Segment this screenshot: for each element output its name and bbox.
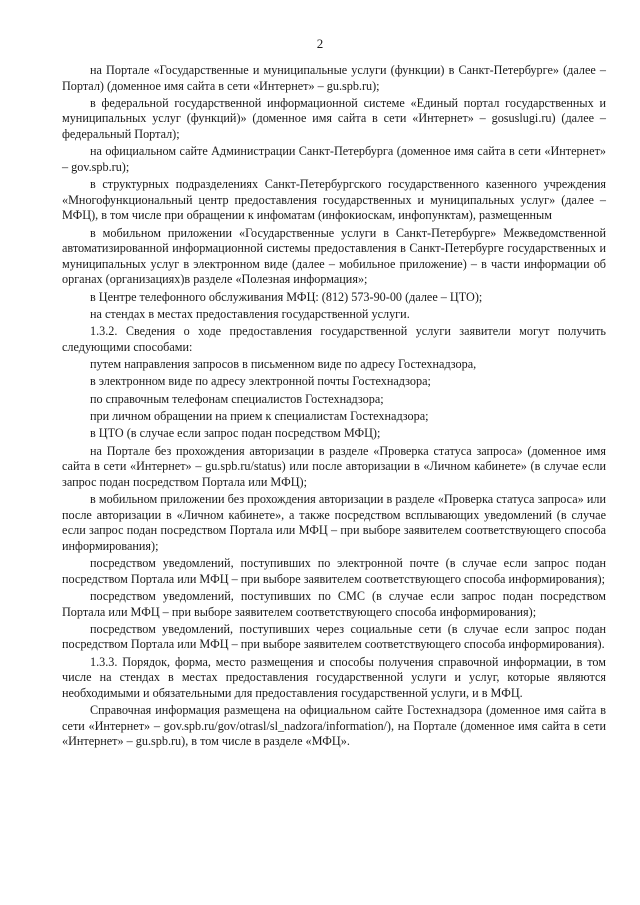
paragraph: на официальном сайте Администрации Санкт-Петербурга (доменное имя сайта в сети «Интернет» – gov.spb.ru); [62, 144, 606, 174]
paragraph: 1.3.3. Порядок, форма, место размещения и способы получения справочной информации, в том числе на стендах в местах предоставления государственной услуги и услуг, которые являются необходимыми и обязательными для предоставления государственной услуги, и в МФЦ. [62, 654, 606, 700]
paragraph: в структурных подразделениях Санкт-Петербургского государственного казенного учреждения «Многофункциональный центр предоставления государственных и муниципальных услуг» (далее – МФЦ), в том числе при обращении к инфоматам (инфокиоскам, инфопунктам), размещенным [62, 177, 606, 223]
paragraph: посредством уведомлений, поступивших через социальные сети (в случае если запрос подан посредством Портала или МФЦ – при выборе заявителем соответствующего способа информирования). [62, 621, 606, 652]
paragraph: Справочная информация размещена на официальном сайте Гостехнадзора (доменное имя сайта в сети «Интернет» – gov.spb.ru/gov/otrasl/sl_nadzora/information/), на Портале (доменное имя сайта в сети «Интернет» – gu.spb.ru), в том числе в разделе «МФЦ». [62, 703, 606, 749]
paragraph: на Портале без прохождения авторизации в разделе «Проверка статуса запроса» (доменное имя сайта в сети «Интернет» – gu.spb.ru/status) или после авторизации в «Личном кабинете» (в случае если запрос подан посредством Портала или МФЦ); [62, 443, 606, 489]
paragraph: путем направления запросов в письменном виде по адресу Гостехнадзора, [90, 357, 477, 372]
paragraph: в мобильном приложении «Государственные услуги в Санкт-Петербурге» Межведомственной автоматизированной информационной системы предоставления в Санкт-Петербурге государственных и муниципальных услуг в электронном виде (далее – мобильное приложение) – в части информации об органах (организациях)в разделе «Полезная информация»; [62, 225, 606, 287]
paragraph: посредством уведомлений, поступивших по СМС (в случае если запрос подан посредством Портала или МФЦ – при выборе заявителем соответствующего способа информирования); [62, 589, 606, 619]
paragraph: посредством уведомлений, поступивших по электронной почте (в случае если запрос подан посредством Портала или МФЦ – при выборе заявителем соответствующего способа информирования); [62, 556, 606, 586]
paragraph: 1.3.2. Сведения о ходе предоставления государственной услуги заявители могут получить следующими способами: [62, 324, 606, 354]
paragraph: на Портале «Государственные и муниципальные услуги (функции) в Санкт-Петербурге» (далее – Портал) (доменное имя сайта в сети «Интернет» – gu.spb.ru); [62, 63, 606, 93]
paragraph: в федеральной государственной информационной системе «Единый портал государственных и муниципальных услуг (функций)» (доменное имя сайта в сети «Интернет» – gosuslugi.ru) (далее – федеральный Портал); [62, 95, 606, 142]
paragraph: в электронном виде по адресу электронной почты Гостехнадзора; [90, 374, 431, 389]
paragraph: на стендах в местах предоставления государственной услуги. [90, 307, 410, 322]
paragraph: при личном обращении на прием к специалистам Гостехнадзора; [90, 409, 429, 424]
document-body [62, 63, 606, 752]
paragraph: по справочным телефонам специалистов Гостехнадзора; [90, 391, 384, 406]
page-number: 2 [316, 36, 324, 51]
paragraph: в мобильном приложении без прохождения авторизации в разделе «Проверка статуса запроса» или после авторизации в «Личном кабинете», а также посредством всплывающих уведомлений (в случае если запрос подан посредством Портала или МФЦ – при выборе заявителем соответствующего способа информирования); [62, 492, 606, 553]
paragraph: в ЦТО (в случае если запрос подан посредством МФЦ); [90, 426, 381, 441]
paragraph: в Центре телефонного обслуживания МФЦ: (812) 573-90-00 (далее – ЦТО); [90, 289, 483, 304]
